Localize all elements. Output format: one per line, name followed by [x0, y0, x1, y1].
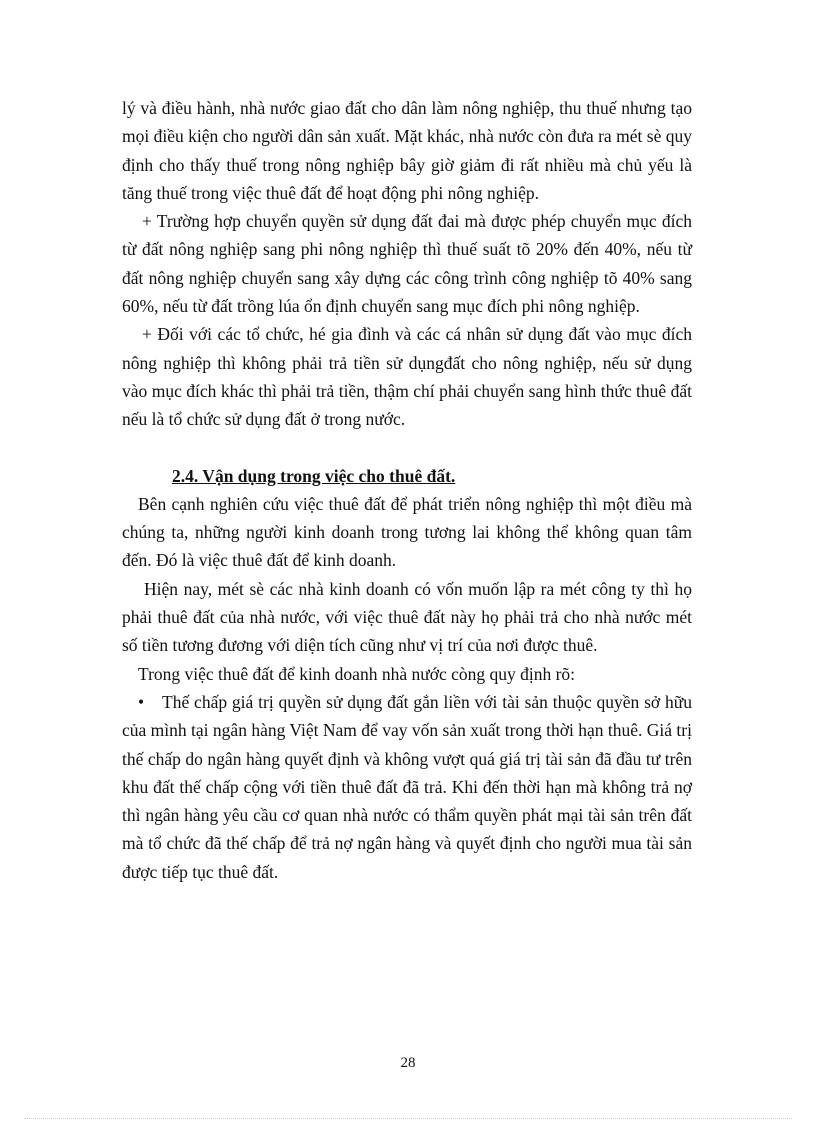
paragraph-section-3: Trong việc thuê đất để kinh doanh nhà nước còng quy định rõ: [138, 663, 576, 684]
paragraph-section-1: Bên cạnh nghiên cứu việc thuê đất để phát triển nông nghiệp thì một điều mà chúng ta, những người kinh doanh trong tương lai không thể không quan tâm đến. Đó là việc thuê đất để kinh doanh. [122, 493, 692, 571]
section-heading: 2.4. Vận dụng trong việc cho thuê đất. [172, 465, 456, 486]
paragraph-plus-2: + Đối với các tổ chức, hé gia đình và các cá nhân sử dụng đất vào mục đích nông nghiệp thì không phải trả tiền sử dụngđất cho nông nghiệp, nếu sử dụng vào mục đích khác thì phải trả tiền, thậm chí phải chuyển sang hình thức thuê đất nếu là tổ chức sử dụng đất ở trong nước. [122, 324, 692, 430]
bullet-icon: • [138, 691, 145, 712]
bullet-text: Thế chấp giá trị quyền sử dụng đất gắn liền với tài sản thuộc quyền sở hữu của mình tại ngân hàng Việt Nam để vay vốn sản xuất trong thời hạn thuê. Giá trị thế chấp do ngân hàng quyết định và không vượt quá giá trị tài sản đã đầu tư trên khu đất thế chấp cộng với tiền thuê đất đã trả. Khi đến thời hạn mà không trả nợ thì ngân hàng yêu cầu cơ quan nhà nước có thẩm quyền phát mại tài sản trên đất mà tổ chức đã thế chấp để trả nợ ngân hàng và quyết định cho người mua tài sản được tiếp tục thuê đất. [122, 691, 692, 882]
paragraph-plus-1: + Trường hợp chuyển quyền sử dụng đất đai mà được phép chuyển mục đích từ đất nông nghiệp sang phi nông nghiệp thì thuế suất tõ 20% đến 40%, nếu từ đất nông nghiệp chuyển sang xây dựng các công trình công nghiệp tõ 40% sang 60%, nếu từ đất trồng lúa ổn định chuyển sang mục đích phi nông nghiệp. [122, 211, 692, 317]
page-bottom-divider [24, 1118, 792, 1119]
page-number: 28 [400, 1055, 416, 1071]
paragraph-section-2: Hiện nay, mét sè các nhà kinh doanh có vốn muốn lập ra mét công ty thì họ phải thuê đất của nhà nước, với việc thuê đất này họ phải trả cho nhà nước mét số tiền tương đương với diện tích cũng như vị trí của nơi được thuê. [122, 578, 692, 656]
paragraph-intro: lý và điều hành, nhà nước giao đất cho dân làm nông nghiệp, thu thuế nhưng tạo mọi điều kiện cho người dân sản xuất. Mặt khác, nhà nước còn đưa ra mét sè quy định cho thấy thuế trong nông nghiệp bây giờ giảm đi rất nhiều mà chủ yếu là tăng thuế trong việc thuê đất để hoạt động phi nông nghiệp. [122, 98, 692, 203]
page-body [122, 94, 692, 886]
bullet-item [122, 688, 692, 886]
